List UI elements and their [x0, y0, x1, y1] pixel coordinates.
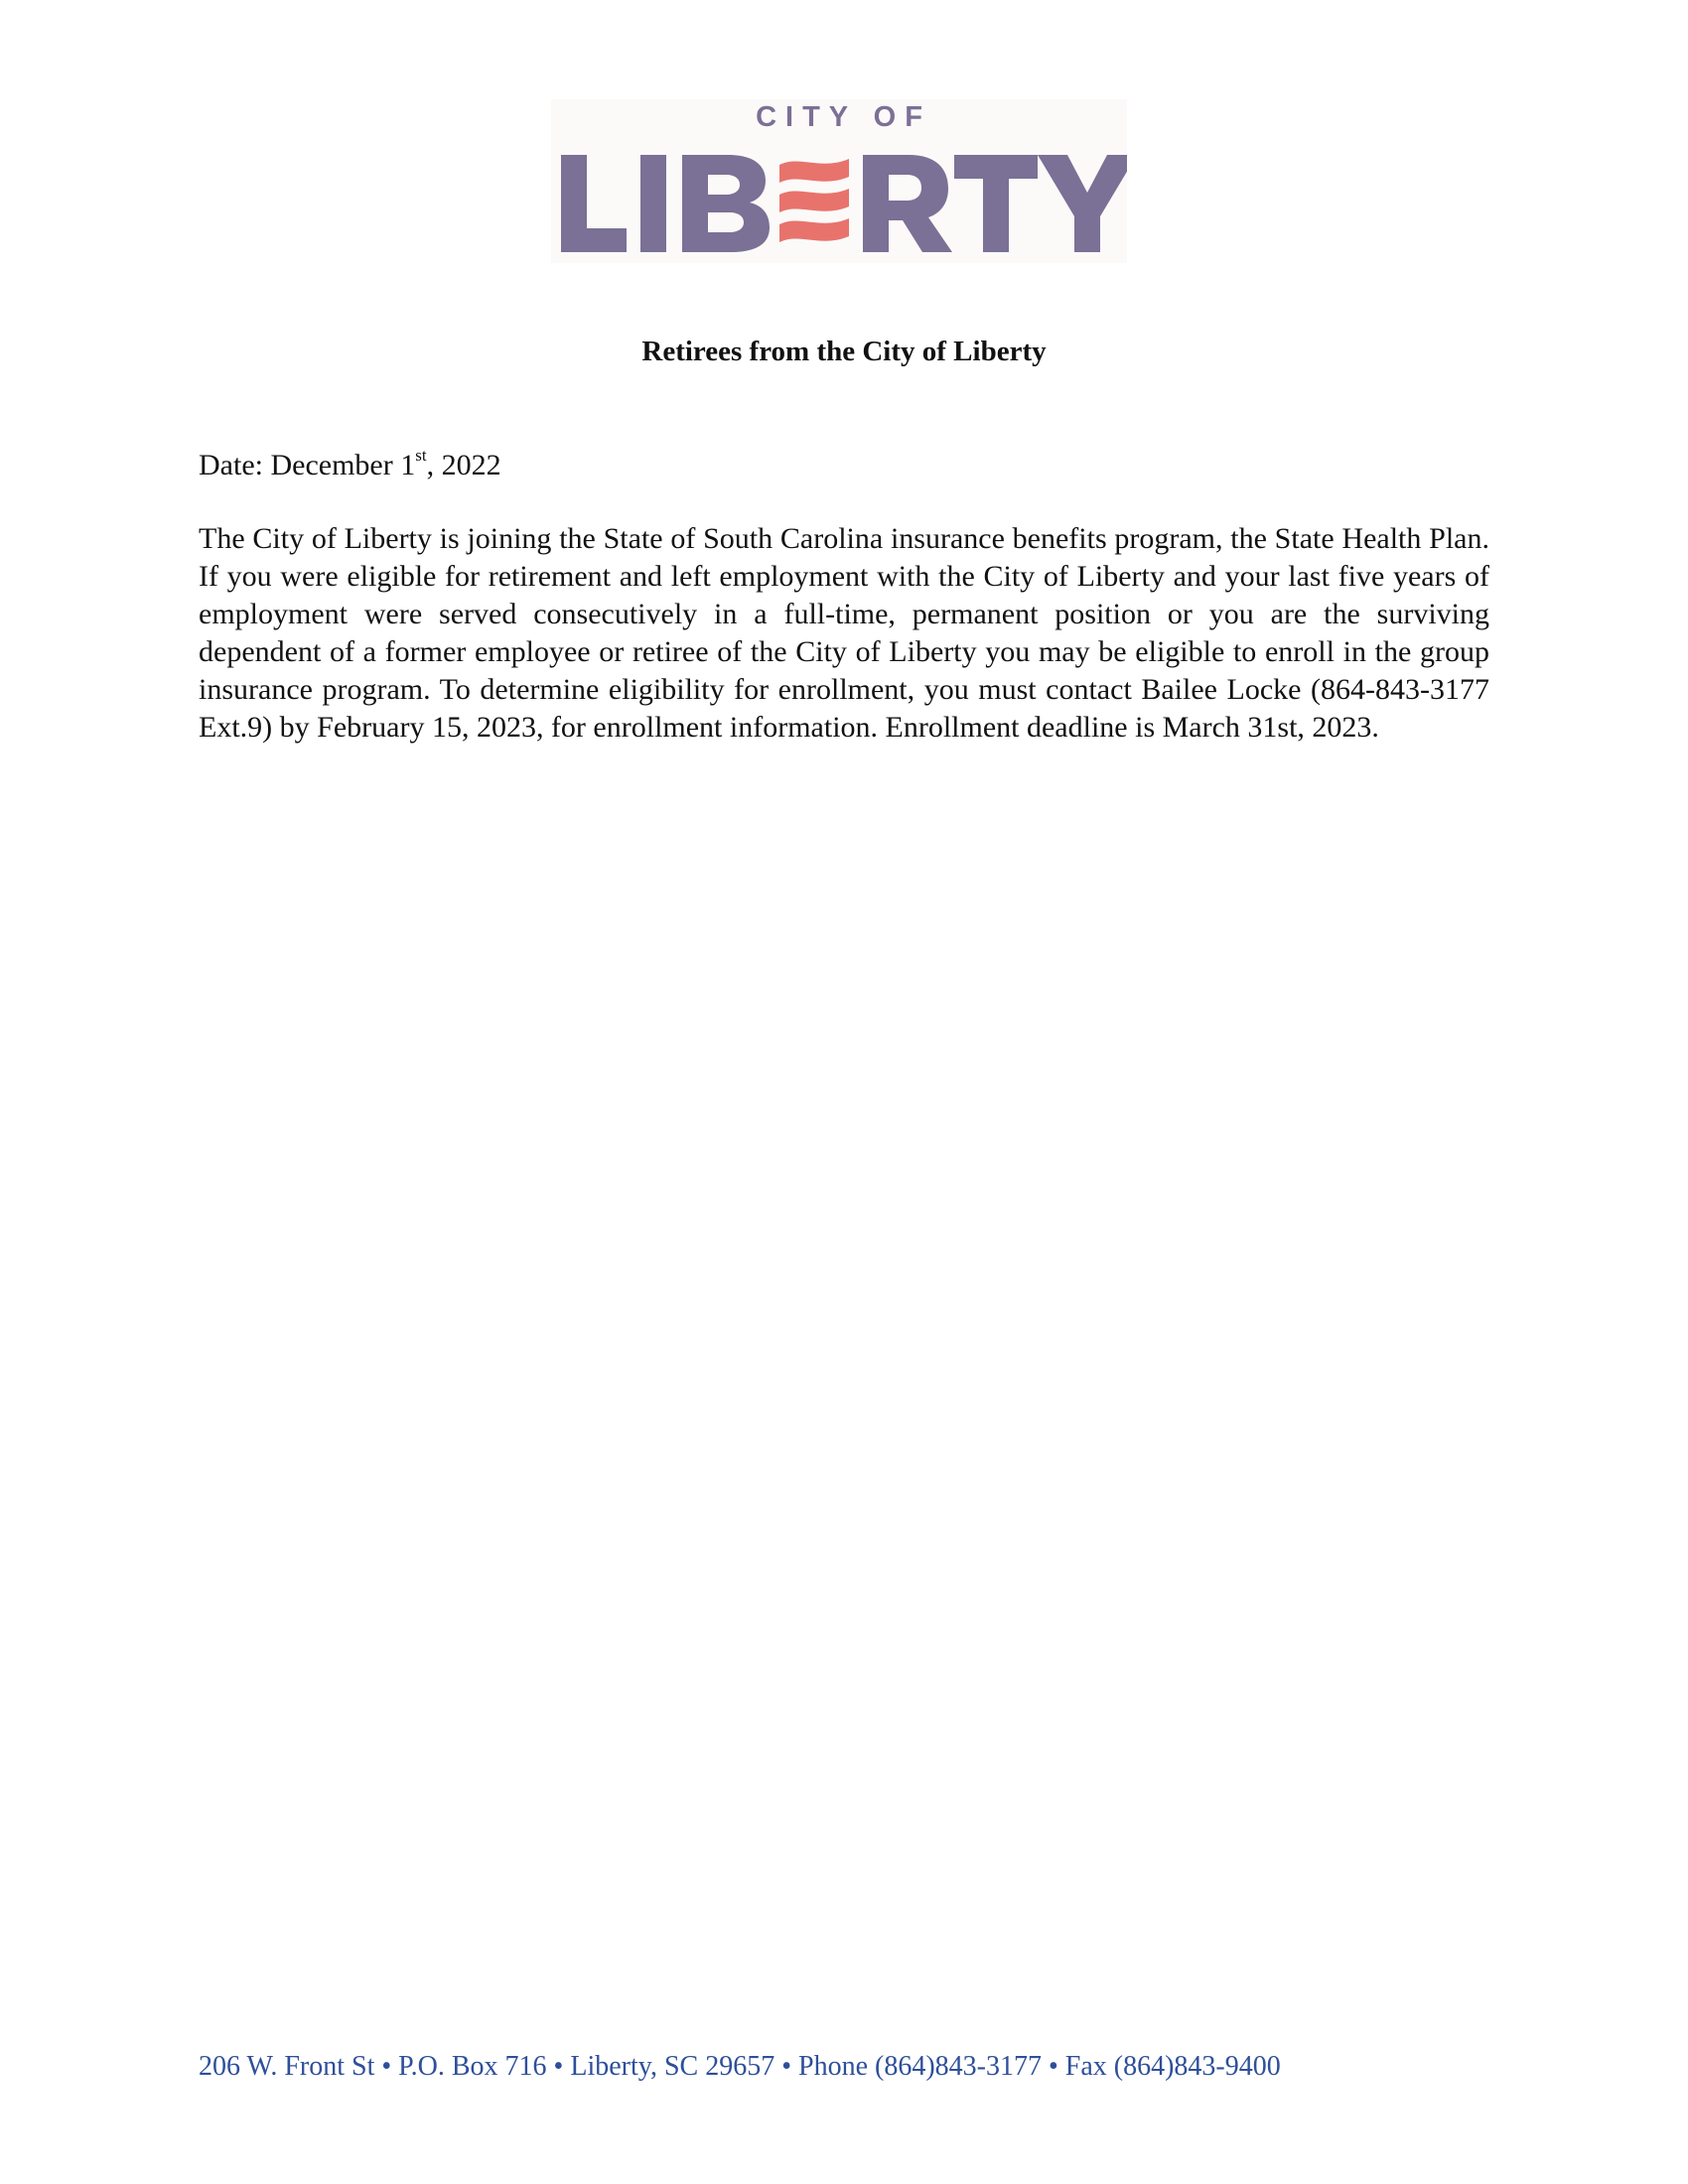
liberty-wordmark-graphic [561, 137, 1127, 256]
letter-date [199, 446, 501, 482]
date-suffix: , 2022 [426, 449, 501, 481]
city-of-liberty-logo [551, 99, 1127, 263]
body-paragraph: The City of Liberty is joining the State of South Carolina insurance benefits program, the State Health Plan. If you were eligible for retirement and left employment with the City of Liberty and your last five years of employment were served consecutively in a full-time, permanent position or you are the surviving dependent of a former employee or retiree of the City of Liberty you may be eligible to enroll in the group insurance program. To determine eligibility for enrollment, you must contact Bailee Locke (864-843-3177 Ext.9) by February 15, 2023, for enrollment information. Enrollment deadline is March 31st, 2023. [199, 522, 1489, 744]
date-superscript: st [415, 446, 427, 465]
logo-liberty-wordmark [561, 137, 1127, 256]
page-title: Retirees from the City of Liberty [641, 336, 1047, 367]
date-prefix: Date: December 1 [199, 449, 416, 481]
logo-city-of-text: CITY OF [756, 101, 931, 133]
footer-address: 206 W. Front St • P.O. Box 716 • Liberty, SC 29657 • Phone (864)843-3177 • Fax (864)843-9400 [199, 2051, 1281, 2082]
